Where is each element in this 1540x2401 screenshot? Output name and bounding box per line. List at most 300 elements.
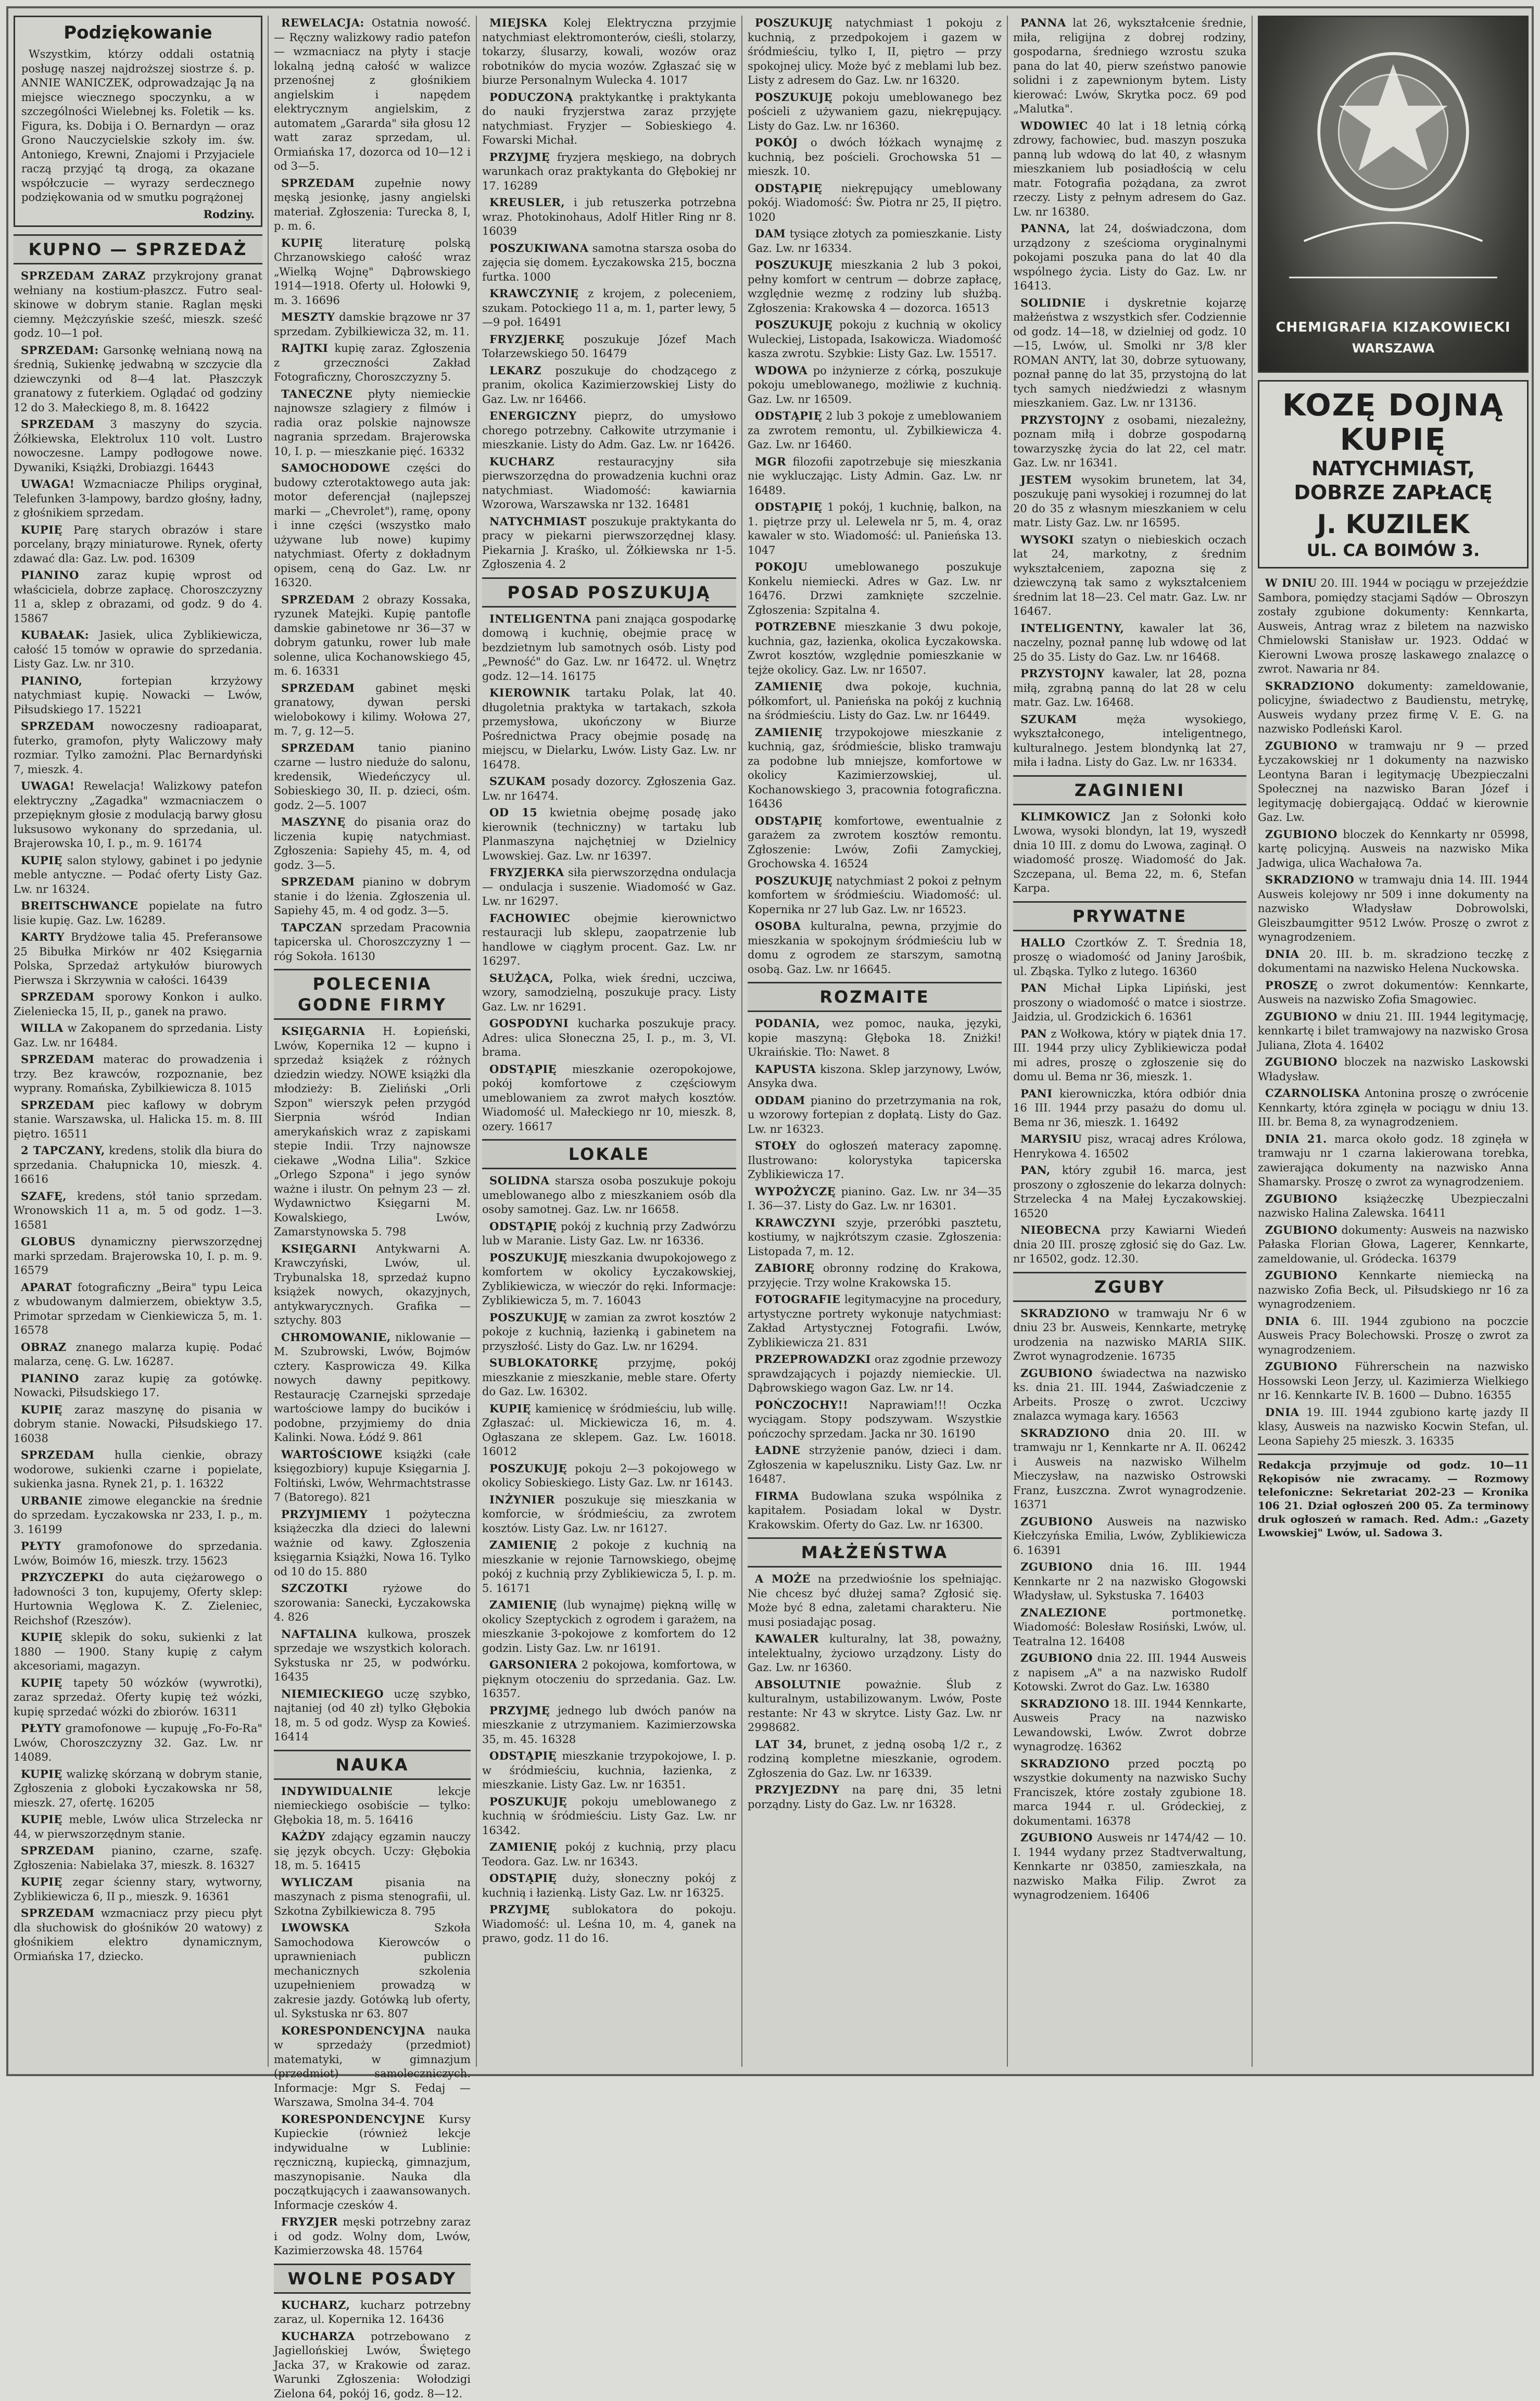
ad-number: 16205 — [120, 1797, 155, 1809]
classified-ad — [1013, 621, 1246, 665]
ad-text: sublokatora do pokoju. Wiadomość: ul. Leśna 10, m. 4, ganek na prawo, godz. 11 do 16. — [482, 1903, 736, 1944]
classified-ad — [482, 1062, 736, 1134]
classified-ad — [1013, 1426, 1246, 1512]
classified-ad — [14, 343, 262, 415]
ad-text: dynamiczny pierwszorzędnej marki sprzedam. Brajerowska 10, I. p. m. 9. — [14, 1235, 262, 1262]
classified-ad — [482, 1795, 736, 1838]
ad-heading: SOLIDNA — [489, 1174, 549, 1187]
ad-heading: GARSONIERA — [489, 1658, 577, 1671]
ad-text: portmonetkę. Wiadomość: Bolesław Rosiński, Lwów, ul. Teatralna 12. — [1013, 1607, 1246, 1648]
ad-heading: PRZYJMĘ — [489, 1903, 550, 1916]
ad-number: 798 — [385, 1225, 406, 1238]
classified-ad — [274, 875, 471, 918]
ad-text: Antonina proszę o zwrócenie Kennkarty, która zginęła w pociągu w dniu 13. III. br. Bema 8, za wynagrodzeniem. — [1258, 1087, 1529, 1128]
ad-heading: POSZUKUJĘ — [755, 874, 832, 887]
ad-heading: KUPIĘ — [21, 1875, 62, 1888]
ad-text: tanio pianino czarne — lustro nieduże do salonu, kredensik, Wiedeńczycy ul. Sobieskiego 30, II. p. dzieci, ośm. godz. 2—5. — [274, 742, 471, 812]
ad-text: wzmacniacz przy piecu płyt dla słuchowisk do głośników 20 watowy) z głośnikiem elektro dynamicznym, Ormiańska 17, dziecko. — [14, 1907, 262, 1963]
ad-text: o dwóch łóżkach wynajmę z kuchnią, bez pościeli. Grochowska 51 — mieszk. 10. — [748, 136, 1002, 178]
classified-ad — [748, 135, 1002, 179]
ad-number: 2 — [559, 558, 566, 571]
ad-text: kierowniczka, która odbiór dnia 16 III. 1944 przy pasażu do domu ul. Bema nr 36, mieszk. 1. — [1013, 1088, 1246, 1129]
classified-ad — [14, 417, 262, 475]
classified-ad — [14, 779, 262, 851]
ad-number: 16038 — [14, 1432, 48, 1445]
ad-number: 795 — [415, 1905, 436, 1917]
classified-ad — [274, 1920, 471, 2021]
ad-number: 16402 — [1349, 1039, 1384, 1052]
ad-text: damskie brązowe nr 37 sprzedam. Zybilkiewicza 32, m. 11. — [274, 311, 471, 338]
ad-text: fotograficzny „Beira" typu Leica z wbudowanym dalmierzem, obiektyw 3.5, Primotar sprzedam w Cienkiewicza 5, m. 1. — [14, 1281, 262, 1322]
ad-heading: KUPIĘ — [21, 1767, 62, 1780]
section-heading-wolne: WOLNE POSADY — [274, 2264, 471, 2294]
ad-heading: ODSTĄPIĘ — [489, 1749, 557, 1762]
ad-heading: SAMOCHODOWE — [281, 461, 390, 474]
ad-heading: KRAWCZYNIĘ — [489, 287, 579, 300]
ad-text: mieszkanie 3 dwu pokoje, kuchnia, gaz, łazienka, okolica Łyczakowska. Zwrot kosztów, względnie pomieszkanie w tejże okolicy. Gaz. Lw. nr 16507. — [748, 621, 1002, 676]
ad-text: gramofonowe do sprzedania. Lwów, Boimów 16, mieszk. trzy. — [14, 1540, 262, 1567]
ad-heading: LEKARZ — [489, 364, 541, 377]
classified-ad — [748, 1139, 1002, 1182]
classified-ad — [748, 318, 1002, 361]
ad-heading: ZGUBIONO — [1265, 1192, 1337, 1205]
ad-text: lat 26, wykształcenie średnie, miła, religijna z dobrej rodziny, gospodarna, średniego wzrostu szuka pana do lat 40, pierw szeństwo panowie solidni i z zapewnionym bytem. Listy kierować: Lwów, Skrytka pocz. 69 pod „Malutka". — [1013, 17, 1246, 115]
ad-number: 16481 — [655, 498, 690, 511]
ad-text: siła pierwszorzędna ondulacja — ondulacja i suszenie. Wiadomość w Gaz. Lw. nr 16297. — [482, 866, 736, 907]
ad-heading: KLIMKOWICZ — [1020, 810, 1110, 823]
classified-ad — [482, 1356, 736, 1399]
ad-heading: SPRZEDAM — [281, 875, 355, 888]
ad-text: mieszkanie ozeropokojowe, pokój komfortowe z częściowym umeblowaniem za zwrot małych kosztów. Wiadomość ul. Małeckiego nr 10, mieszk. 8, ozery. — [482, 1063, 736, 1133]
ad-text: uczę szybko, najtaniej (od 40 zł) tylko Głębokia 18, m. 5 od godz. Wysp za Kowieś. — [274, 1688, 471, 1729]
ad-heading: ENERGICZNY — [489, 409, 577, 422]
chemigrafia-emblem-icon — [1259, 17, 1527, 371]
ad-text: szyje, przeróbki pasztetu, kostiumy, w najkrótszym czasie. Zgłoszenia: Listopada 7, m. 12. — [748, 1217, 1002, 1258]
ad-number: 1017 — [660, 74, 688, 86]
classified-ad — [1013, 936, 1246, 979]
ad-text: poszukuje do chodzącego z pranim, okolica Kazimierzowskiej Listy do Gaz. Lw. nr 16466. — [482, 364, 736, 406]
ad-text: natychmiast 1 pokoju z kuchnią, z przedpokojem i gazem w śródmieściu, tylko I, II, piętro — przy spokojnej ulicy. Może być z meblami lub bez. Listy z adresem do Gaz. Lw. nr 16320. — [748, 17, 1002, 86]
ad-heading: KUPIĘ — [21, 1676, 62, 1689]
ads-list — [274, 1784, 471, 2258]
ad-heading: FACHOWIEC — [489, 912, 570, 925]
ad-text: samotna starsza osoba do zajęcia się domem. Łyczakowska 215, boczna furtka. — [482, 242, 736, 283]
ad-heading: POSZUKIWANA — [489, 242, 589, 255]
ad-text: pieprz, do umysłowo chorego potrzebny. Całkowite utrzymanie i mieszkanie. Listy do Adm. Gaz. Lw. nr 16426. — [482, 410, 736, 451]
ad-text: dnia 22. III. 1944 Ausweis z napisem „A" a na nazwisko Rudolf Kotowski. Zwrot do Gaz. Lw. — [1013, 1652, 1246, 1693]
ads-list — [482, 16, 736, 572]
ad-text: 2 obrazy Kossaka, ryzunek Matejki. Kupię pantofle damskie gabinetowe nr 36—37 w dobrym gatunku, rower lub małe solenne, ulica Kochanowskiego 45, m. 6. — [274, 593, 471, 678]
classified-ad — [748, 1292, 1002, 1350]
ad-heading: ŁADNE — [755, 1444, 800, 1457]
ad-heading: HALLO — [1020, 936, 1065, 949]
ad-text: dnia 20. III. w tramwaju nr 1, Kennkarte nr A. II. 06242 i Ausweis na nazwisko Wilhelm Mieczysław, na nazwisko Ostrowski Franz, Łuszczna. Zwrot wynagrodzenie. — [1013, 1427, 1246, 1497]
classified-ad — [14, 1052, 262, 1096]
classified-ad — [1013, 1560, 1246, 1603]
section-heading-kupno: KUPNO — SPRZEDAŻ — [14, 234, 262, 264]
ad-heading: OD 15 — [489, 806, 537, 819]
classified-ad — [14, 523, 262, 566]
classified-ad — [482, 1658, 736, 1701]
ad-text: 3 maszyny do szycia. Żółkiewska, Elektrolux 110 volt. Lustro nowoczesne. Lampy podłogowe nowe. Dywaniki, Książki, Drobiazgi. — [14, 418, 262, 474]
classified-ad — [748, 1572, 1002, 1629]
ad-heading: SOLIDNIE — [1020, 296, 1085, 309]
ad-heading: ZAMIENIĘ — [489, 1538, 557, 1551]
classified-ad — [14, 1875, 262, 1904]
ad-heading: SPRZEDAM — [281, 593, 355, 606]
ad-text: kucharka poszukuje pracy. Adres: ulica Słoneczna 25, I. p., m. 3, VI. brama. — [482, 1017, 736, 1058]
ad-heading: MIEJSKA — [489, 16, 547, 29]
ad-number: 16378 — [1096, 1815, 1131, 1827]
ad-heading: ZGUBIONO — [1020, 1831, 1093, 1844]
classified-ad — [14, 1721, 262, 1765]
ad-number: 16579 — [14, 1264, 48, 1277]
classified-ad — [14, 1767, 262, 1811]
ad-number: 803 — [321, 1314, 342, 1326]
classified-ad — [1258, 1223, 1529, 1267]
classified-ad — [14, 1906, 262, 1964]
classified-ad — [1258, 1405, 1529, 1449]
classified-ad — [748, 1489, 1002, 1533]
ad-text: H. Łopieński, Lwów, Kopernika 12 — kupno i sprzedaż książek z różnych dziedzin wiedzy. NOWE książki dla młodzieży: B. Zieliński „Orli Szpon" wierszyk pełen przygód Sierpnia wśród Indian amerykańskich wraz z zapiskami stepie Indii. Trzy najnowsze ciekawe „Wodna Lilia". Szkice „Orlego Szpona" i jego synów ważne i ilustr. On pełnym 23 — zł. Wydawnictwo Księgarni M. Kowalskiego, Lwów, Zamarstynowska 5. — [274, 1025, 471, 1238]
ad-heading: KIEROWNIK — [489, 686, 570, 699]
ad-heading: KRAWCZYNI — [755, 1216, 836, 1229]
thanks-signature: Rodziny. — [21, 207, 255, 222]
classified-ad — [14, 1280, 262, 1338]
ad-text: tysiące złotych za pomieszkanie. Listy Gaz. Lw. nr 16334. — [748, 228, 1002, 255]
classified-ad — [482, 865, 736, 909]
ad-text: obejmie kierownictwo restauracji lub sklepu, zaopatrzenie lub handlowe w ciągłym procent. Gaz. Lw. nr 16297. — [482, 912, 736, 968]
ad-text: kucharz potrzebny zaraz, ul. Kopernika 12. — [274, 2299, 471, 2326]
classified-ad — [14, 477, 262, 521]
classified-ad — [1258, 978, 1529, 1007]
ad-number: 704 — [413, 2096, 434, 2108]
classified-ad — [1013, 533, 1246, 619]
ad-heading: PIANINO — [21, 1372, 79, 1385]
ad-text: na przedwiośnie los spełniając. Nie chcesz być dłużej sama? Zgłosić się. Może być 8 edna, zaletami charakteru. Nie musi posiadając posag. — [748, 1573, 1002, 1628]
ad-number: 16380 — [1175, 1680, 1209, 1693]
classified-ad — [274, 176, 471, 234]
ad-heading: WILLA — [21, 1021, 64, 1034]
ad-heading: ODSTĄPIĘ — [755, 409, 822, 422]
ad-text: Polka, wiek średni, uczciwa, wzory, samodzielną, poszukuje pracy. Listy Gaz. Lw. nr 16291. — [482, 972, 736, 1013]
classified-ad — [1013, 1756, 1246, 1829]
ad-text: obronny rodzinę do Krakowa, przyjęcie. Trzy wolne Krakowska 15. — [748, 1262, 1002, 1289]
ad-heading: GLOBUS — [21, 1235, 75, 1248]
ad-heading: LWOWSKA — [281, 1921, 349, 1934]
ad-heading: WDOWIEC — [1020, 119, 1088, 132]
ad-text: sporowy Konkon i aulko. Zieleniecka 15, II, p., ganek na prawo. — [14, 991, 262, 1018]
ad-text: po inżynierze z córką, poszukuje pokoju umeblowanego, możliwie z kuchnią. Gaz. Lw. nr 16509. — [748, 364, 1002, 406]
ad-number: 16327 — [220, 1859, 255, 1872]
ad-number: 16362 — [1087, 1740, 1122, 1753]
classified-ad — [482, 1219, 736, 1248]
ad-heading: KORESPONDENCYJNA — [281, 2024, 425, 2037]
ad-text: dnia 16. III. 1944 Kennkarte nr 2 na nazwisko Głogowski Władysław, ul. Sykstuska 7. — [1013, 1561, 1246, 1602]
ad-text: pianino w dobrym stanie i do lżenia. Zgłoszenia ul. Sapiehy 45, m. 4 od godz. 3—5. — [274, 876, 471, 917]
thanks-title: Podziękowanie — [21, 21, 255, 44]
ad-number: 15221 — [108, 703, 143, 716]
ad-text: bloczek do Kennkarty nr 05998, kartę policyjną. Ausweis na nazwisko Mika Jadwiga, ulica Wachałowa 7a. — [1258, 828, 1529, 869]
classified-ad — [274, 2215, 471, 2258]
ad-heading: ZGUBIONO — [1265, 1269, 1337, 1282]
ad-number: 15764 — [388, 2244, 423, 2257]
ad-heading: SZCZOTKI — [281, 1582, 348, 1595]
ads-list — [14, 269, 262, 1964]
classified-ad — [1258, 1009, 1529, 1053]
ad-text: znanego malarza kupię. Podać malarza, cenę. G. Lw. 16287. — [14, 1341, 262, 1368]
ad-heading: SZUKAM — [489, 775, 546, 788]
ad-text: legitymacyjne na procedury, artystyczne portrety wykonuje natychmiast: Zakład Artystycznej Fotografii. Lwów, Zyblikiewicza 21. — [748, 1293, 1002, 1349]
ad-number: 16491 — [527, 316, 562, 328]
classified-ad — [1013, 1514, 1246, 1558]
column-5 — [1008, 16, 1253, 2067]
classified-ad — [482, 1493, 736, 1536]
ad-text: Czortków Z. T. Średnia 18, proszę o wiadomość od Janiny Jarośbik, ul. Zbąska. Tylko z lutego. — [1013, 937, 1246, 978]
ad-heading: SPRZEDAM — [281, 176, 355, 189]
ad-text: zaraz maszynę do pisania w dobrym stanie. Nowacki, Piłsudskiego 17. — [14, 1404, 262, 1431]
ad-number: 1015 — [224, 1082, 251, 1094]
ad-number: 16391 — [1027, 1544, 1062, 1557]
ad-number: 16415 — [326, 1859, 361, 1872]
ad-heading: POSZUKUJĘ — [489, 1795, 567, 1808]
ad-number: 16012 — [482, 1445, 517, 1458]
ad-heading: LAT 34, — [755, 1738, 807, 1751]
ad-text: sprzedam Pracownia tapicerska ul. Choroszczyzny 1 — róg Sokoła. — [274, 921, 471, 963]
classified-ad — [748, 1062, 1002, 1091]
section-heading-rozmaite: ROZMAITE — [748, 982, 1002, 1012]
ad-text: tapety 50 wózków (wywrotki), zaraz sprzedaż. Oferty kupię też wózki, kupię sprzedać wózki do zbiorów. — [14, 1677, 262, 1718]
ad-heading: PRZYSTOJNY — [1020, 667, 1105, 680]
section-heading-lokale: LOKALE — [482, 1139, 736, 1169]
classified-ad — [274, 741, 471, 813]
ad-heading: PAN — [1020, 981, 1047, 994]
classified-ad — [274, 920, 471, 964]
ad-number: 16379 — [1422, 1253, 1457, 1265]
ad-text: 18. III. 1944 Kennkarte, Ausweis Pracy na nazwisko Lewandowski, Lwów. Zwrot dobrze wynagrodzę. — [1013, 1698, 1246, 1753]
classified-ad — [748, 1016, 1002, 1060]
ad-text: świadectwa na nazwisko ks. dnia 21. III. 1944, Zaświadczenie z Arbeits. Proszę o zwrot. Uczciwy znalazca wymaga kary. — [1013, 1367, 1246, 1423]
ad-number: 821 — [350, 1491, 371, 1503]
classified-ad — [482, 911, 736, 969]
ad-heading: KUPIĘ — [489, 1402, 531, 1415]
goat-headline: KOZĘ DOJNĄ KUPIĘ — [1266, 388, 1521, 457]
classified-ad — [274, 1875, 471, 1919]
classified-ad — [1013, 1086, 1246, 1130]
classified-ad — [274, 1447, 471, 1505]
ad-heading: FIRMA — [755, 1489, 799, 1502]
classified-ad — [274, 592, 471, 679]
ad-heading: SKRADZIONO — [1020, 1757, 1109, 1770]
classified-ad — [274, 1581, 471, 1625]
classified-ad — [748, 181, 1002, 225]
ad-heading: KUBAŁAK: — [21, 628, 89, 641]
classified-ad — [748, 454, 1002, 498]
ad-text: szatyn o niebieskich oczach lat 24, markotny, z średnim wykształceniem, zapozna się z dziewczyną tak samo z wykształceniem średnim lat 18—23. Cel matr. Gaz. Lw. nr 16467. — [1013, 534, 1246, 618]
classified-ad — [482, 1401, 736, 1459]
ad-text: hulla cienkie, obrazy wodorowe, sukienki czarne i popielate, sukienka jasna. Rynek 21, p. 1. — [14, 1449, 262, 1490]
ad-heading: SŁUŻĄCA, — [489, 971, 553, 984]
classified-ad — [14, 990, 262, 1019]
classified-ad — [482, 1461, 736, 1490]
ad-heading: ZGUBIONO — [1020, 1560, 1093, 1573]
ad-number: 16408 — [1090, 1635, 1125, 1648]
ad-heading: SPRZEDAM ZARAZ — [21, 269, 146, 282]
ad-number: 16735 — [1141, 1350, 1176, 1362]
ad-text: mieszkania 2 lub 3 pokoi, pełny komfort w centrum — dobrze zapłacę, względnie wezmę z rodziny lub służbą. Zgłoszenia: Krakowska 4 — dozorca. — [748, 259, 1002, 314]
ad-text: kulturalna, pewna, przyjmie do mieszkania w spokojnym śródmieściu lub w domu z ogrodem ze starszym, samotną osobą. Gaz. Lw. nr 16645. — [748, 920, 1002, 976]
classified-ad — [482, 1902, 736, 1946]
ad-heading: GOSPODYNI — [489, 1017, 569, 1030]
ad-number: 15867 — [14, 612, 48, 625]
ad-heading: KORESPONDENCYJNE — [281, 2113, 425, 2126]
ad-heading: SUBLOKATORKĘ — [489, 1356, 598, 1369]
classified-ad — [1258, 679, 1529, 737]
ad-heading: TAPCZAN — [281, 921, 343, 934]
ad-number: 16175 — [561, 670, 596, 683]
section-heading-posad: POSAD POSZUKUJĄ — [482, 577, 736, 608]
ad-heading: SPRZEDAM — [21, 719, 95, 732]
ad-number: 16322 — [189, 1477, 224, 1490]
classified-ad — [1258, 1055, 1529, 1084]
goat-advert — [1258, 380, 1529, 568]
classified-ad — [274, 341, 471, 385]
classified-ad — [14, 1189, 262, 1233]
ad-text: płyty niemieckie najnowsze szlagiery z filmów i radia oraz polskie najnowsze nagrania sprzedam. Brajerowska 10, I. p. — mieszkanie pięć. — [274, 388, 471, 458]
classified-ad — [1258, 1192, 1529, 1221]
classified-ad — [748, 919, 1002, 977]
classified-ad — [1013, 1651, 1246, 1695]
ad-text: praktykantkę i praktykanta do nauki fryzjerstwa zaraz przyjęte natychmiast. Fryzjer — Sobieskiego 4. Fowarski Michał. — [482, 91, 736, 147]
ad-number: 16492 — [1144, 1116, 1179, 1129]
ad-text: Ausweis nr 1474/42 — 10. I. 1944 wydany przez Stadtverwaltung, Kennkarte nr 03850, zamieszkała, na nazwisko Małka Filip. Zwrot za wynagrodzeniem. — [1013, 1831, 1246, 1901]
ad-heading: INTELIGENTNY, — [1020, 622, 1124, 635]
ad-number: 16414 — [274, 1730, 309, 1743]
ad-text: 40 lat i 18 letnią córką zdrowy, fachowiec, bud. maszyn poszuka panną lub wdową do lat 40, z własnym mieszkaniem lub posiadłością w celu matr. Fotografia pożądana, za zwrot rzeczy. Listy z pełnym adresem do Gaz. Lw. nr 16380. — [1013, 120, 1246, 218]
classified-ad — [274, 1829, 471, 1873]
classified-ad — [748, 226, 1002, 256]
ad-text: książeczkę Ubezpieczalni nazwisko Halina Zalewska. — [1258, 1193, 1529, 1220]
column-4 — [742, 16, 1008, 2067]
ad-text: Ostatnia nowość. — Ręczny walizkowy radio patefon — wzmacniacz na płyty i stacje lokalną jedną całość w walizce przenośnej z głośnikiem angielskim i napędem elektrycznym angielskim, z automatem „Gararda" siła głosu 12 watt zaraz sprzedam, ul. Ormiańska 17, dozorca od 10—12 i od 3—5. — [274, 17, 471, 172]
ad-text: gramofonowe — kupuję „Fo-Fo-Ra" Lwów, Choroszczyzny 32. Gaz. Lw. nr 14089. — [14, 1722, 262, 1763]
ad-number: 16479 — [592, 347, 627, 360]
ad-number: 16335 — [1419, 1435, 1454, 1447]
ad-text: do ogłoszeń materacy zapomnę. Ilustrowano: kolorystyka tapicerska Zyblikiewicza 17. — [748, 1140, 1002, 1181]
ad-text: pokoju 2—3 pokojowego w okolicy Sobieskiego. Listy Gaz. Lw. nr 16143. — [482, 1462, 736, 1489]
ad-number: 16617 — [518, 1120, 553, 1133]
ad-heading: OBRAZ — [21, 1341, 67, 1354]
ad-number: 1047 — [748, 544, 775, 557]
classified-ad — [748, 1632, 1002, 1675]
classified-ad — [1013, 1163, 1246, 1221]
classified-ad — [482, 241, 736, 285]
ads-list — [1013, 810, 1246, 896]
ad-heading: ODSTĄPIĘ — [755, 500, 822, 513]
ad-text: który zgubił 16. marca, jest proszony o zgłoszenie do lekarza dolnych: Strzelecka 4 na Małej Łyczakowskiej. — [1013, 1164, 1246, 1205]
ad-number: 16422 — [174, 401, 209, 414]
ad-heading: POSZUKUJĘ — [489, 1462, 567, 1475]
classified-ad — [482, 1173, 736, 1217]
ad-text: wysokim brunetem, lat 34, poszukuję pani wysokiej i rozumnej do lat 20 do 35 z własnym mieszkaniem w celu matr. Listy Gaz. Lw. nr 16595. — [1013, 474, 1246, 529]
ads-list — [274, 2298, 471, 2401]
classified-ad — [482, 195, 736, 239]
ad-text: Antykwarni A. Krawczyński, Lwów, ul. Trybunalska 18, sprzedaż kupno książek nowych, okazyjnych, antykwarycznych. Grafika — sztychy. — [274, 1243, 471, 1327]
classified-ad — [14, 930, 262, 988]
ad-heading: SPRZEDAM — [21, 418, 95, 431]
ad-heading: SPRZEDAM — [281, 681, 355, 694]
classified-ad — [1013, 1606, 1246, 1649]
ad-text: Naprawiam!!! Oczka wyciągam. Stopy podszywam. Wszystkie pończochy sprzedam. Jacka nr 30. — [748, 1399, 1002, 1440]
classified-ad — [1013, 221, 1246, 294]
chemigrafia-advert — [1258, 16, 1529, 373]
ad-heading: SPRZEDAM — [21, 1448, 95, 1461]
ad-heading: DNIA — [1265, 1315, 1299, 1328]
ad-text: fortepian krzyżowy natychmiast kupię. Nowacki — Lwów, Piłsudskiego 17. — [14, 675, 262, 716]
ad-heading: ODSTĄPIĘ — [755, 814, 822, 827]
ads-list — [748, 1572, 1002, 1812]
chemigrafia-name: CHEMIGRAFIA KIZAKOWIECKI — [1259, 321, 1527, 335]
goat-line-2: NATYCHMIAST, — [1266, 457, 1521, 481]
ad-heading: ZAMIENIĘ — [755, 680, 823, 693]
ad-heading: POSZUKUJĘ — [755, 91, 832, 104]
ad-number: 16174 — [167, 837, 202, 850]
ad-heading: ZGUBIONO — [1020, 1515, 1093, 1528]
ad-heading: TANECZNE — [281, 387, 352, 400]
ad-heading: INŻYNIER — [489, 1493, 555, 1506]
ad-text: mieszkanie trzypokojowe, I. p. w śródmieściu, kuchnia, łazienka, z mieszkanie. Listy Gaz. Lw. nr 16351. — [482, 1750, 736, 1791]
ad-text: ryżowe do szorowania: Sanecki, Łyczakowska 4. — [274, 1582, 471, 1623]
ad-text: Parę starych obrazów i stare porcelany, brązy miniaturowe. Rynek, oferty zdawać dla: Gaz. Lw. pod. — [14, 524, 262, 565]
ad-text: umeblowanego poszukuje Konkelu niemiecki. Adres w Gaz. Lw. nr 16476. Drzwi zamknięte szczelnie. Zgłoszenia: Szpitalna 4. — [748, 561, 1002, 616]
ad-text: przyjmę, pokój mieszkanie z mieszkanie, meble stare. Oferty do Gaz. Lw. 16302. — [482, 1357, 736, 1398]
classified-ad — [274, 2112, 471, 2213]
ad-text: Führerschein na nazwisko Hossowski Leon Jerzy, ul. Kazimierza Wielkiego nr 16. Kennkarte IV. B. 1600 — Dubno. — [1258, 1360, 1529, 1401]
ad-number: 16360 — [1162, 965, 1197, 978]
ad-text: Ausweis na nazwisko Kiełczyńska Emilia, Lwów, Zyblikiewicza 6. — [1013, 1515, 1246, 1557]
ad-text: 20. III. 1944 w pociągu w przejeździe Sambora, pomiędzy stacjami Sądów — Obroszyn zostały zgubione dokumenty: Kennkarta, Ausweis, Antrag wraz z biletem na nazwisko Chmielowski Stanisław ur. 1923. Oddać w Kierowni Lwowa proszę laskawego znalazcę o zwrot. Nawaria nr 84. — [1258, 577, 1529, 675]
ad-heading: ODSTĄPIĘ — [489, 1872, 557, 1885]
ad-heading: MGR — [755, 455, 786, 468]
ad-text: filozofii zapotrzebuje się mieszkania nie wykluczając. Listy Admin. Gaz. Lw. nr 16489. — [748, 456, 1002, 497]
ad-text: pianino do przetrzymania na rok, u wzorowy fortepian z dopłatą. Listy do Gaz. Lw. nr 16323. — [748, 1094, 1002, 1135]
ad-number: 16403 — [1169, 1589, 1204, 1602]
ad-heading: PODUCZONĄ — [489, 91, 573, 104]
ads-list — [1013, 16, 1246, 770]
classified-ad — [274, 1627, 471, 1685]
ad-number: 16524 — [834, 857, 868, 870]
ads-list — [1013, 936, 1246, 1267]
ads-list — [482, 612, 736, 1134]
ad-text: z Wołkowa, który w piątek dnia 17. III. 1944 przy ulicy Zyblikiewicza podał mi adres, proszę o zgłoszenie się do domu ul. Bema nr 36, mieszk. 1. — [1013, 1028, 1246, 1083]
ad-text: i dyskretnie kojarzę małżeństwa z wszystkich sfer. Codziennie od godz. 14—18, w dzielniej od godz. 10—15, Lwów, ul. Smolki nr 3/8 kler ROMAN ANTY, lat 30, dobrze sytuowany, poznał pannę do lat 35, przystojną do lat tych samych niedźwiedzi z własnym mieszkaniem. Gaz. Lw. nr 13136. — [1013, 297, 1246, 410]
classified-ad — [1013, 1223, 1246, 1267]
ad-heading: ZAMIENIĘ — [489, 1840, 557, 1853]
ads-list — [274, 1024, 471, 1745]
classified-ad — [14, 628, 262, 672]
ad-text: przy Kawiarni Wiedeń dnia 20 III. proszę zgłosić się do Gaz. Lw. nr 16502, godz. 12.30. — [1013, 1224, 1246, 1265]
ad-text: kiszona. Sklep jarzynowy, Lwów, Ansyka dwa. — [748, 1063, 1002, 1090]
ad-text: kawaler, lat 28, pozna miłą, zgrabną panną do lat 28 w celu matr. Gaz. Lw. 16468. — [1013, 667, 1246, 709]
classified-ad — [748, 90, 1002, 134]
column-1 — [8, 16, 269, 2067]
ad-text: meble, Lwów ulica Strzelecka nr 44, w pierwszorzędnym stanie. — [14, 1813, 262, 1840]
classified-ad — [482, 286, 736, 330]
classified-ad — [748, 1737, 1002, 1781]
ad-heading: SPRZEDAM: — [21, 344, 99, 357]
ad-heading: WYLICZAM — [281, 1876, 354, 1889]
ad-text: oraz zgodnie przewozy sprawdzających i pojazdy niemieckie. Ul. Dąbrowskiego wagon Gaz. Lw. nr 14. — [748, 1353, 1002, 1394]
